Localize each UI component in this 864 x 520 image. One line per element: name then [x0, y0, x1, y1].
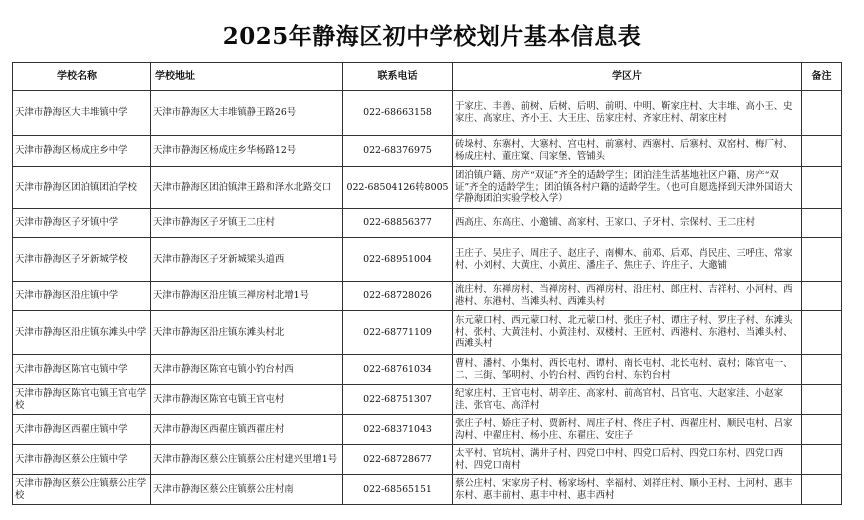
table-row: [13, 385, 842, 415]
note-cell: [802, 445, 842, 475]
district-cell: 西高庄、东高庄、小邀铺、高家村、王家口、子牙村、宗保村、王二庄村: [453, 209, 802, 238]
phone-cell: 022-68951004: [343, 238, 453, 282]
phone-cell: 022-68856377: [343, 209, 453, 238]
school-address-cell: 天津市静海区蔡公庄镇蔡公庄村南: [151, 475, 343, 505]
school-address-cell: 天津市静海区杨成庄乡华杨路12号: [151, 136, 343, 167]
district-cell: 太平村、官坑村、满井子村、四党口中村、四党口后村、四党口东村、四党口西村、四党口南村: [453, 445, 802, 475]
table-row: [13, 445, 842, 475]
table-row: [13, 209, 842, 238]
table-row: [13, 282, 842, 311]
table-row: [13, 91, 842, 136]
table-row: [13, 475, 842, 505]
table-row: [13, 136, 842, 167]
phone-cell: 022-68565151: [343, 475, 453, 505]
header-school-address: 学校地址: [151, 63, 343, 91]
school-address-cell: 天津市静海区团泊镇津王路和泽水北路交口: [151, 167, 343, 209]
district-cell: 蔡公庄村、宋家房子村、杨家场村、幸福村、刘祥庄村、顺小王村、土河村、惠丰东村、惠丰前村、惠丰中村、惠丰西村: [453, 475, 802, 505]
school-name-cell: 天津市静海区西翟庄镇中学: [13, 415, 151, 445]
phone-cell: 022-68504126转8005: [343, 167, 453, 209]
district-cell: 于家庄、丰善、前树、后树、后明、前明、中明、靳家庄村、大丰堆、高小王、史家庄、高家庄、齐小王、大王庄、岳家庄村、齐家庄村、胡家庄村: [453, 91, 802, 136]
school-name-cell: 天津市静海区蔡公庄镇中学: [13, 445, 151, 475]
school-name-cell: 天津市静海区陈官屯镇中学: [13, 355, 151, 385]
district-cell: 东元蒙口村、西元蒙口村、北元蒙口村、张庄子村、谭庄子村、罗庄子村、东滩头村、张村、大黄洼村、小黄洼村、双楼村、王匠村、西港村、东港村、当滩头村、西滩头村: [453, 311, 802, 355]
header-school-name: 学校名称: [13, 63, 151, 91]
district-cell: 曹村、潘村、小集村、西长屯村、谭村、南长屯村、北长屯村、袁村；陈官屯一、二、三街、邹明村、小钓台村、西钓台村、东钓台村: [453, 355, 802, 385]
document-title: 2025年静海区初中学校划片基本信息表: [222, 23, 642, 50]
table-row: [13, 355, 842, 385]
table-row: [13, 167, 842, 209]
school-name-cell: 天津市静海区陈官屯镇王官屯学校: [13, 385, 151, 415]
school-name-cell: 天津市静海区团泊镇团泊学校: [13, 167, 151, 209]
school-address-cell: 天津市静海区大丰堆镇静王路26号: [151, 91, 343, 136]
district-cell: 团泊镇户籍、房产“双证”齐全的适龄学生；团泊洼生活基地社区户籍、房产“双证”齐全的适龄学生；团泊镇各村户籍的适龄学生。（也可自愿选择到天津外国语大学静海团泊实验学校入学）: [453, 167, 802, 209]
note-cell: [802, 475, 842, 505]
note-cell: [802, 91, 842, 136]
header-phone: 联系电话: [343, 63, 453, 91]
note-cell: [802, 167, 842, 209]
note-cell: [802, 282, 842, 311]
school-address-cell: 天津市静海区子牙镇王二庄村: [151, 209, 343, 238]
note-cell: [802, 355, 842, 385]
school-name-cell: 天津市静海区蔡公庄镇蔡公庄学校: [13, 475, 151, 505]
district-cell: 砖垛村、东寨村、大寨村、宫屯村、前寨村、西寨村、后寨村、双窑村、梅厂村、杨成庄村、董庄窠、闫家堡、管铺头: [453, 136, 802, 167]
school-address-cell: 天津市静海区蔡公庄镇蔡公庄村建兴里增1号: [151, 445, 343, 475]
phone-cell: 022-68728026: [343, 282, 453, 311]
school-address-cell: 天津市静海区西翟庄镇西翟庄村: [151, 415, 343, 445]
district-cell: 王庄子、吴庄子、周庄子、赵庄子、南柳木、前邓、后邓、肖民庄、三呼庄、常家村、小刘村、大黄庄、小黄庄、潘庄子、焦庄子、许庄子、大邀铺: [453, 238, 802, 282]
note-cell: [802, 136, 842, 167]
school-name-cell: 天津市静海区沿庄镇中学: [13, 282, 151, 311]
district-cell: 纪家庄村、王官屯村、胡辛庄、高家村、前高官村、吕官屯、大赵家洼、小赵家洼、张官屯、高洋村: [453, 385, 802, 415]
school-address-cell: 天津市静海区沿庄镇东滩头村北: [151, 311, 343, 355]
note-cell: [802, 385, 842, 415]
header-district: 学区片: [453, 63, 802, 91]
school-address-cell: 天津市静海区子牙新城梁头道西: [151, 238, 343, 282]
district-cell: 张庄子村、娇庄子村、贾新村、周庄子村、佟庄子村、西翟庄村、顺民屯村、吕家沟村、中翟庄村、杨小庄、东翟庄、安庄子: [453, 415, 802, 445]
note-cell: [802, 238, 842, 282]
school-info-table: [12, 62, 842, 505]
phone-cell: 022-68728677: [343, 445, 453, 475]
table-row: [13, 415, 842, 445]
school-name-cell: 天津市静海区子牙镇中学: [13, 209, 151, 238]
school-address-cell: 天津市静海区陈官屯镇小钓台村西: [151, 355, 343, 385]
phone-cell: 022-68761034: [343, 355, 453, 385]
school-name-cell: 天津市静海区杨成庄乡中学: [13, 136, 151, 167]
school-name-cell: 天津市静海区子牙新城学校: [13, 238, 151, 282]
header-note: 备注: [802, 63, 842, 91]
note-cell: [802, 311, 842, 355]
table-header-row: [13, 63, 842, 91]
phone-cell: 022-68376975: [343, 136, 453, 167]
phone-cell: 022-68771109: [343, 311, 453, 355]
phone-cell: 022-68371043: [343, 415, 453, 445]
school-address-cell: 天津市静海区陈官屯镇王官屯村: [151, 385, 343, 415]
district-cell: 流庄村、东禅房村、当禅房村、西禅房村、沿庄村、郎庄村、吉祥村、小河村、西港村、东港村、当滩头村、西滩头村: [453, 282, 802, 311]
note-cell: [802, 209, 842, 238]
note-cell: [802, 415, 842, 445]
table-row: [13, 311, 842, 355]
phone-cell: 022-68751307: [343, 385, 453, 415]
school-name-cell: 天津市静海区大丰堆镇中学: [13, 91, 151, 136]
school-address-cell: 天津市静海区沿庄镇三禅房村北增1号: [151, 282, 343, 311]
table-row: [13, 238, 842, 282]
school-name-cell: 天津市静海区沿庄镇东滩头中学: [13, 311, 151, 355]
phone-cell: 022-68663158: [343, 91, 453, 136]
